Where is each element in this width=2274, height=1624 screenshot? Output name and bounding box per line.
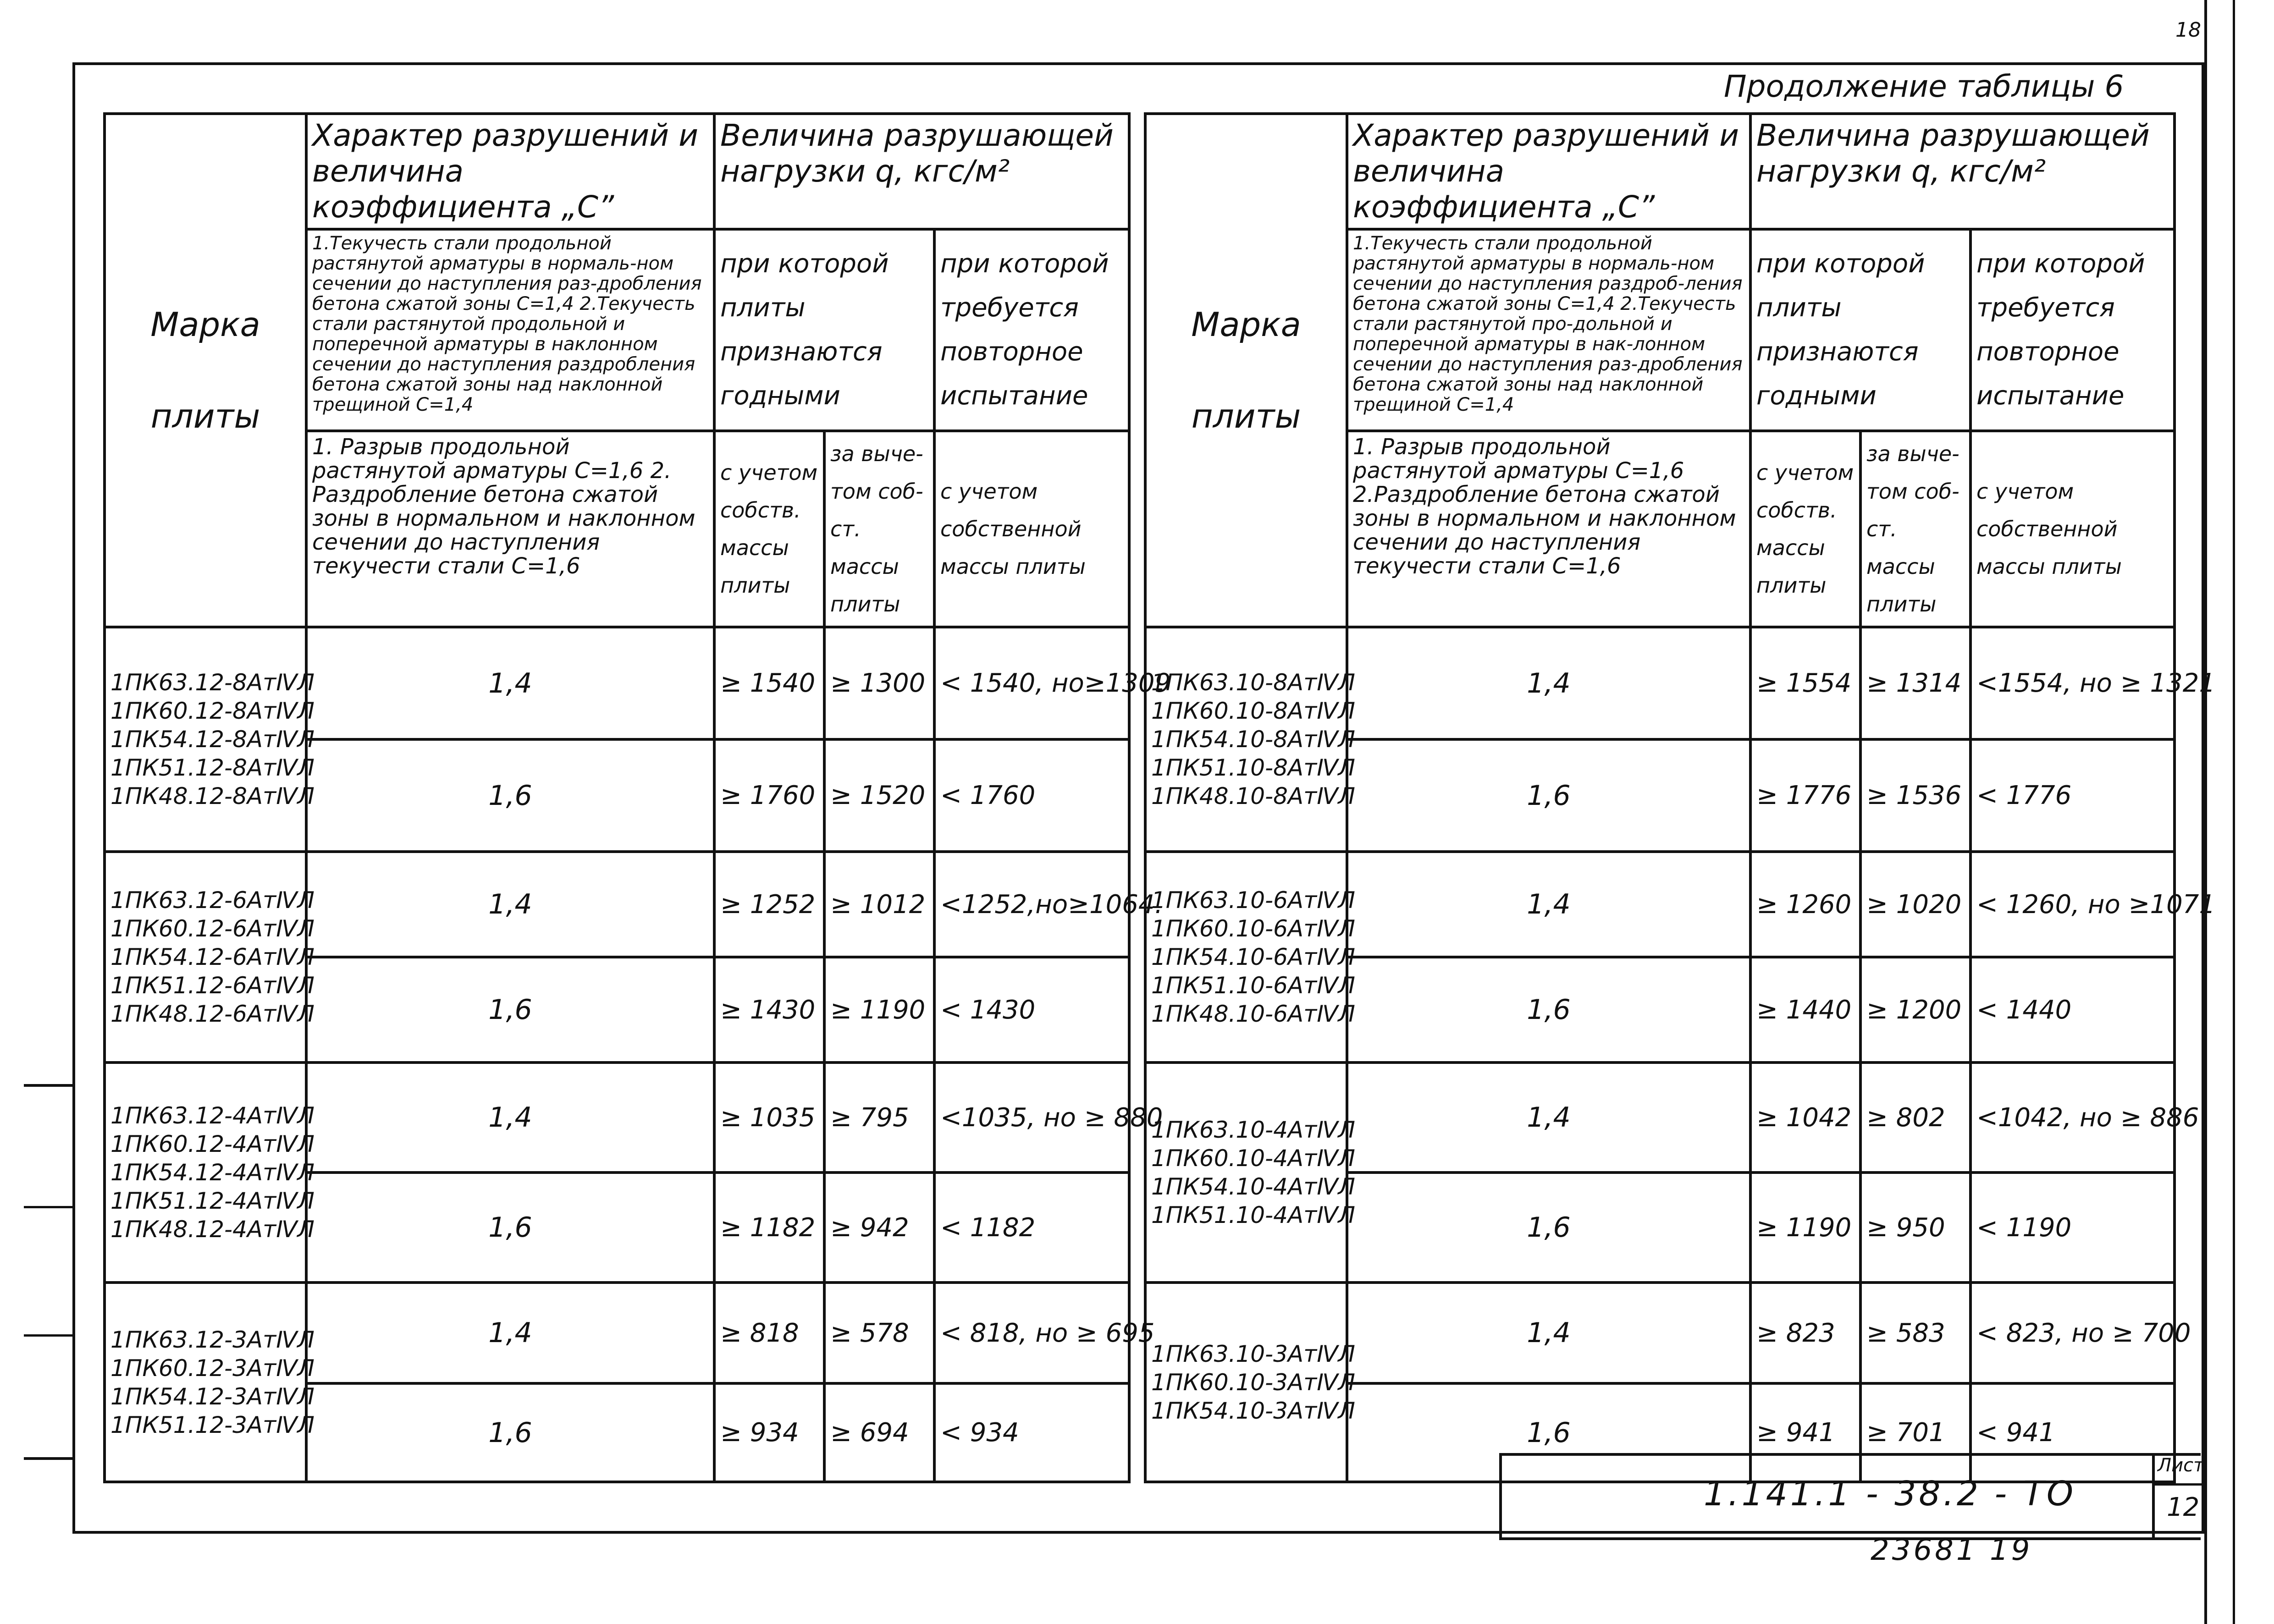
- plate-mark: 1ПК54.12-3АтⅣЛ: [110, 1383, 315, 1410]
- plate-mark: 1ПК63.12-4АтⅣЛ: [110, 1102, 315, 1129]
- plate-marks-cell: [105, 627, 315, 852]
- plate-marks-cell: [1145, 1283, 1355, 1482]
- load-with-mass-cell: ≥ 1776: [1750, 739, 1860, 852]
- mark-header: Марка плиты: [1145, 114, 1347, 627]
- load-without-mass-cell: ≥ 1314: [1860, 627, 1970, 739]
- load-with-mass-cell: ≥ 1760: [714, 739, 824, 852]
- frame-line-right-outer: [2233, 0, 2235, 1624]
- load-with-mass-cell: ≥ 1252: [714, 852, 824, 957]
- retest-load-cell: < 1430: [934, 957, 1129, 1062]
- plate-mark: 1ПК60.12-8АтⅣЛ: [110, 698, 315, 724]
- coefficient-cell: 1,6: [306, 957, 714, 1062]
- retest-load-cell: < 1540, но≥1309: [934, 627, 1129, 739]
- plate-mark: 1ПК63.10-8АтⅣЛ: [1151, 669, 1355, 696]
- plate-mark: 1ПК54.10-6АтⅣЛ: [1151, 944, 1355, 970]
- load-with-mass-cell: ≥ 1182: [714, 1173, 824, 1283]
- table-continuation-title: Продолжение таблицы 6: [1724, 69, 2124, 104]
- plate-mark: 1ПК51.12-3АтⅣЛ: [110, 1411, 315, 1438]
- coefficient-cell: 1,4: [306, 627, 714, 739]
- plate-marks-cell: [1145, 852, 1355, 1062]
- page-top-number: 18: [2175, 18, 2201, 42]
- character-header: Характер разрушений и величина коэффициента „С”: [1347, 114, 1750, 229]
- table-row: [1145, 852, 2175, 957]
- coefficient-cell: 1,6: [1347, 739, 1750, 852]
- retest-load-cell: <1042, но ≥ 886: [1970, 1062, 2175, 1173]
- load-header: Величина разрушающей нагрузки q, кгс/м²: [1750, 114, 2175, 229]
- plate-mark: 1ПК63.12-3АтⅣЛ: [110, 1326, 315, 1353]
- coefficient-cell: 1,4: [306, 1283, 714, 1383]
- coefficient-cell: 1,6: [306, 1383, 714, 1482]
- load-without-mass-cell: ≥ 578: [824, 1283, 934, 1383]
- plate-mark: 1ПК63.10-4АтⅣЛ: [1151, 1117, 1355, 1143]
- coefficient-cell: 1,6: [1347, 1383, 1750, 1482]
- sheet-label: Лист: [2158, 1455, 2204, 1476]
- plate-mark: 1ПК51.12-4АтⅣЛ: [110, 1188, 315, 1214]
- plate-mark: 1ПК48.12-8АтⅣЛ: [110, 783, 315, 809]
- load-without-mass-cell: ≥ 583: [1860, 1283, 1970, 1383]
- plate-mark: 1ПК63.10-3АтⅣЛ: [1151, 1340, 1355, 1367]
- plate-mark: 1ПК51.10-8АтⅣЛ: [1151, 754, 1355, 781]
- plate-marks-cell: [1145, 1062, 1355, 1283]
- plate-marks-cell: [1145, 627, 1355, 852]
- failure-type-2: 1. Разрыв продольной растянутой арматуры С=1,6 2. Раздробление бетона сжатой зоны в нормальном и наклонном сечении до наступления текучести стали С=1,6: [306, 431, 714, 627]
- load-with-mass-cell: ≥ 934: [714, 1383, 824, 1482]
- table-row: [105, 1283, 1129, 1383]
- plate-mark: 1ПК60.10-4АтⅣЛ: [1151, 1145, 1355, 1172]
- load-with-mass-cell: ≥ 941: [1750, 1383, 1860, 1482]
- plate-mark: 1ПК63.10-6АтⅣЛ: [1151, 887, 1355, 914]
- accepted-header: при которой плиты признаются годными: [1750, 229, 1970, 431]
- with-own-mass-header: с учетом собственной массы плиты: [934, 431, 1129, 627]
- plate-mark: 1ПК48.12-6АтⅣЛ: [110, 1001, 315, 1027]
- load-without-mass-cell: ≥ 1300: [824, 627, 934, 739]
- load-without-mass-cell: ≥ 701: [1860, 1383, 1970, 1482]
- document-code: 1.141.1 - 38.2 - ТО: [1704, 1474, 2076, 1514]
- coefficient-cell: 1,4: [1347, 852, 1750, 957]
- plate-mark: 1ПК60.10-8АтⅣЛ: [1151, 698, 1355, 724]
- left-binding-strip: [24, 1084, 72, 1460]
- plate-mark: 1ПК60.12-3АтⅣЛ: [110, 1354, 315, 1382]
- load-without-mass-cell: ≥ 1012: [824, 852, 934, 957]
- load-with-mass-cell: ≥ 1554: [1750, 627, 1860, 739]
- without-mass-header: за выче- том соб- ст. массы плиты: [824, 431, 934, 627]
- load-with-mass-cell: ≥ 1540: [714, 627, 824, 739]
- with-own-mass-header: с учетом собственной массы плиты: [1970, 431, 2175, 627]
- retest-load-cell: < 1760: [934, 739, 1129, 852]
- load-without-mass-cell: ≥ 1520: [824, 739, 934, 852]
- retest-load-cell: <1252,но≥1064.: [934, 852, 1129, 957]
- plate-mark: 1ПК63.12-6АтⅣЛ: [110, 887, 315, 914]
- sheet-number: 12: [2167, 1492, 2200, 1522]
- with-mass-header: с учетом собств. массы плиты: [714, 431, 824, 627]
- table-row: [1145, 1062, 2175, 1173]
- retest-header: при которой требуется повторное испытание: [1970, 229, 2175, 431]
- coefficient-cell: 1,6: [306, 739, 714, 852]
- coefficient-cell: 1,4: [1347, 627, 1750, 739]
- load-with-mass-cell: ≥ 1440: [1750, 957, 1860, 1062]
- coefficient-cell: 1,4: [1347, 1283, 1750, 1383]
- retest-load-cell: < 1440: [1970, 957, 2175, 1062]
- plate-mark: 1ПК60.12-4АтⅣЛ: [110, 1131, 315, 1157]
- load-with-mass-cell: ≥ 1042: [1750, 1062, 1860, 1173]
- plate-mark: 1ПК48.10-8АтⅣЛ: [1151, 783, 1355, 809]
- character-header: Характер разрушений и величина коэффициента „С”: [306, 114, 714, 229]
- load-with-mass-cell: ≥ 1035: [714, 1062, 824, 1173]
- retest-load-cell: < 934: [934, 1383, 1129, 1482]
- retest-load-cell: < 941: [1970, 1383, 2175, 1482]
- coefficient-cell: 1,6: [1347, 957, 1750, 1062]
- load-with-mass-cell: ≥ 818: [714, 1283, 824, 1383]
- without-mass-header: за выче- том соб- ст. массы плиты: [1860, 431, 1970, 627]
- retest-load-cell: <1554, но ≥ 1321: [1970, 627, 2175, 739]
- load-with-mass-cell: ≥ 823: [1750, 1283, 1860, 1383]
- plate-mark: 1ПК60.12-6АтⅣЛ: [110, 915, 315, 942]
- retest-load-cell: < 823, но ≥ 700: [1970, 1283, 2175, 1383]
- failure-type-1: 1.Текучесть стали продольной растянутой арматуры в нормаль-ном сечении до наступления раздроб-ления бетона сжатой зоны С=1,4 2.Текучесть стали растянутой про-дольной и поперечной арматуры в нак-лонном сечении до наступления раз-дробления бетона сжатой зоны над наклонной трещиной С=1,4: [1347, 229, 1750, 431]
- plate-marks-cell: [105, 1062, 315, 1283]
- load-header: Величина разрушающей нагрузки q, кгс/м²: [714, 114, 1129, 229]
- retest-load-cell: <1035, но ≥ 880: [934, 1062, 1129, 1173]
- coefficient-cell: 1,4: [306, 852, 714, 957]
- plate-mark: 1ПК54.12-6АтⅣЛ: [110, 944, 315, 970]
- plate-mark: 1ПК60.10-6АтⅣЛ: [1151, 915, 1355, 942]
- accepted-header: при которой плиты признаются годными: [714, 229, 934, 431]
- load-without-mass-cell: ≥ 694: [824, 1383, 934, 1482]
- mark-header: Марка плиты: [105, 114, 306, 627]
- plate-marks-cell: [105, 1283, 315, 1482]
- table-row: [105, 627, 1129, 739]
- coefficient-cell: 1,6: [1347, 1173, 1750, 1283]
- coefficient-cell: 1,4: [1347, 1062, 1750, 1173]
- plate-mark: 1ПК51.12-6АтⅣЛ: [110, 972, 315, 999]
- load-without-mass-cell: ≥ 795: [824, 1062, 934, 1173]
- plate-marks-cell: [105, 852, 315, 1062]
- coefficient-cell: 1,4: [306, 1062, 714, 1173]
- plate-mark: 1ПК54.10-8АтⅣЛ: [1151, 726, 1355, 753]
- plate-mark: 1ПК51.10-4АтⅣЛ: [1151, 1202, 1355, 1228]
- title-block: [1499, 1453, 2204, 1540]
- retest-load-cell: < 818, но ≥ 695: [934, 1283, 1129, 1383]
- retest-load-cell: < 1190: [1970, 1173, 2175, 1283]
- plate-mark: 1ПК63.12-8АтⅣЛ: [110, 669, 315, 696]
- plate-mark: 1ПК51.12-8АтⅣЛ: [110, 754, 315, 781]
- retest-load-cell: < 1260, но ≥1071: [1970, 852, 2175, 957]
- inventory-number: 23681 19: [1871, 1533, 2033, 1567]
- table-row: [105, 852, 1129, 957]
- plate-mark: 1ПК48.12-4АтⅣЛ: [110, 1216, 315, 1243]
- plate-mark: 1ПК51.10-6АтⅣЛ: [1151, 972, 1355, 999]
- retest-load-cell: < 1182: [934, 1173, 1129, 1283]
- load-with-mass-cell: ≥ 1190: [1750, 1173, 1860, 1283]
- load-without-mass-cell: ≥ 1200: [1860, 957, 1970, 1062]
- table-row: [1145, 1283, 2175, 1383]
- load-with-mass-cell: ≥ 1430: [714, 957, 824, 1062]
- frame-line-right: [2204, 0, 2207, 1624]
- plate-mark: 1ПК54.10-4АтⅣЛ: [1151, 1173, 1355, 1200]
- table-row: [105, 1062, 1129, 1173]
- load-without-mass-cell: ≥ 1536: [1860, 739, 1970, 852]
- load-without-mass-cell: ≥ 802: [1860, 1062, 1970, 1173]
- with-mass-header: с учетом собств. массы плиты: [1750, 431, 1860, 627]
- load-without-mass-cell: ≥ 1190: [824, 957, 934, 1062]
- plate-mark: 1ПК54.12-4АтⅣЛ: [110, 1159, 315, 1186]
- retest-header: при которой требуется повторное испытание: [934, 229, 1129, 431]
- failure-type-2: 1. Разрыв продольной растянутой арматуры С=1,6 2.Раздробление бетона сжатой зоны в нормальном и наклонном сечении до наступления текучести стали С=1,6: [1347, 431, 1750, 627]
- coefficient-cell: 1,6: [306, 1173, 714, 1283]
- load-without-mass-cell: ≥ 950: [1860, 1173, 1970, 1283]
- plate-mark: 1ПК54.12-8АтⅣЛ: [110, 726, 315, 753]
- load-with-mass-cell: ≥ 1260: [1750, 852, 1860, 957]
- load-without-mass-cell: ≥ 942: [824, 1173, 934, 1283]
- load-without-mass-cell: ≥ 1020: [1860, 852, 1970, 957]
- plate-mark: 1ПК60.10-3АтⅣЛ: [1151, 1369, 1355, 1396]
- plate-mark: 1ПК54.10-3АтⅣЛ: [1151, 1397, 1355, 1424]
- left-table: [103, 112, 1171, 1483]
- table-row: [1145, 627, 2175, 739]
- plate-mark: 1ПК48.10-6АтⅣЛ: [1151, 1001, 1355, 1027]
- retest-load-cell: < 1776: [1970, 739, 2175, 852]
- failure-type-1: 1.Текучесть стали продольной растянутой арматуры в нормаль-ном сечении до наступления раз-дробления бетона сжатой зоны С=1,4 2.Текучесть стали растянутой продольной и поперечной арматуры в наклонном сечении до наступления раздробления бетона сжатой зоны над наклонной трещиной С=1,4: [306, 229, 714, 431]
